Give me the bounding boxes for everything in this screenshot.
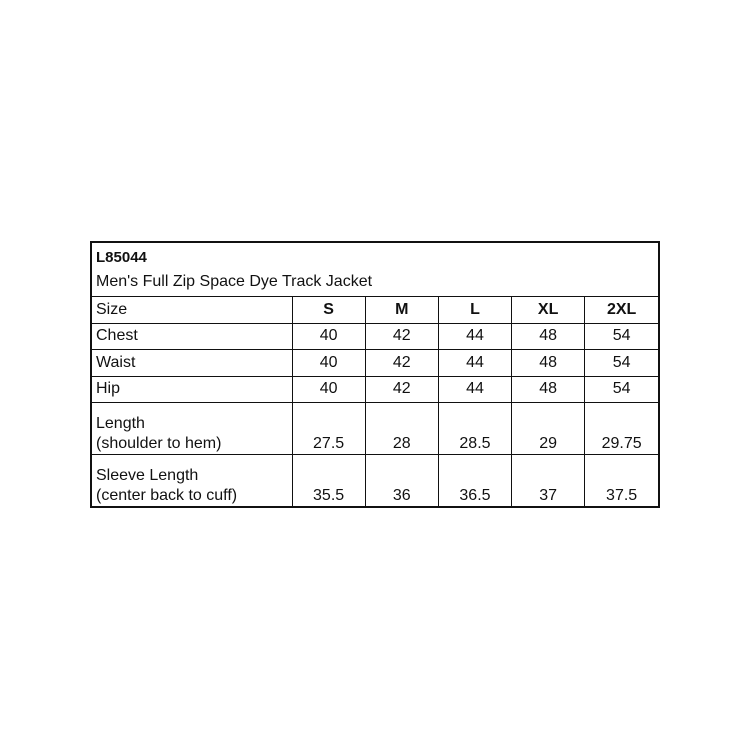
- measurement-value: 44: [438, 350, 511, 377]
- measurement-label: Waist: [92, 350, 292, 377]
- measurement-value: 37.5: [585, 454, 658, 506]
- measurement-value: 54: [585, 350, 658, 377]
- measurement-label: Hip: [92, 376, 292, 403]
- measurement-value: 27.5: [292, 403, 365, 455]
- measurement-value: 40: [292, 350, 365, 377]
- product-code: L85044: [96, 249, 147, 267]
- size-header-cell: M: [365, 297, 438, 324]
- size-header-cell: XL: [512, 297, 585, 324]
- size-chart: [90, 241, 660, 508]
- product-name-row: [92, 268, 658, 296]
- measurement-value: 42: [365, 350, 438, 377]
- measurement-value: 54: [585, 376, 658, 403]
- measurement-label: Sleeve Length (center back to cuff): [92, 454, 292, 506]
- measurement-value: 36: [365, 454, 438, 506]
- measurement-value: 54: [585, 323, 658, 350]
- measurement-value: 28: [365, 403, 438, 455]
- measurement-row: [92, 376, 658, 403]
- measurement-row: [92, 454, 658, 506]
- measurement-label: Chest: [92, 323, 292, 350]
- measurement-value: 42: [365, 323, 438, 350]
- measurement-row: [92, 403, 658, 455]
- measurement-value: 40: [292, 323, 365, 350]
- product-code-row: [92, 243, 658, 268]
- measurement-value: 29: [512, 403, 585, 455]
- measurement-value: 48: [512, 323, 585, 350]
- measurement-label: Length (shoulder to hem): [92, 403, 292, 455]
- size-header-row: [92, 297, 658, 324]
- measurement-value: 42: [365, 376, 438, 403]
- size-header-cell: L: [438, 297, 511, 324]
- measurement-value: 29.75: [585, 403, 658, 455]
- measurement-value: 35.5: [292, 454, 365, 506]
- measurement-row: [92, 323, 658, 350]
- size-header-label: Size: [92, 297, 292, 324]
- measurement-value: 37: [512, 454, 585, 506]
- product-name: Men's Full Zip Space Dye Track Jacket: [92, 268, 658, 296]
- size-header-cell: 2XL: [585, 297, 658, 324]
- measurement-value: 40: [292, 376, 365, 403]
- measurement-value: 36.5: [438, 454, 511, 506]
- measurement-value: 44: [438, 376, 511, 403]
- size-header-cell: S: [292, 297, 365, 324]
- measurement-row: [92, 350, 658, 377]
- size-chart-table: [92, 243, 658, 506]
- measurement-value: 28.5: [438, 403, 511, 455]
- measurement-value: 48: [512, 350, 585, 377]
- measurement-value: 44: [438, 323, 511, 350]
- measurement-value: 48: [512, 376, 585, 403]
